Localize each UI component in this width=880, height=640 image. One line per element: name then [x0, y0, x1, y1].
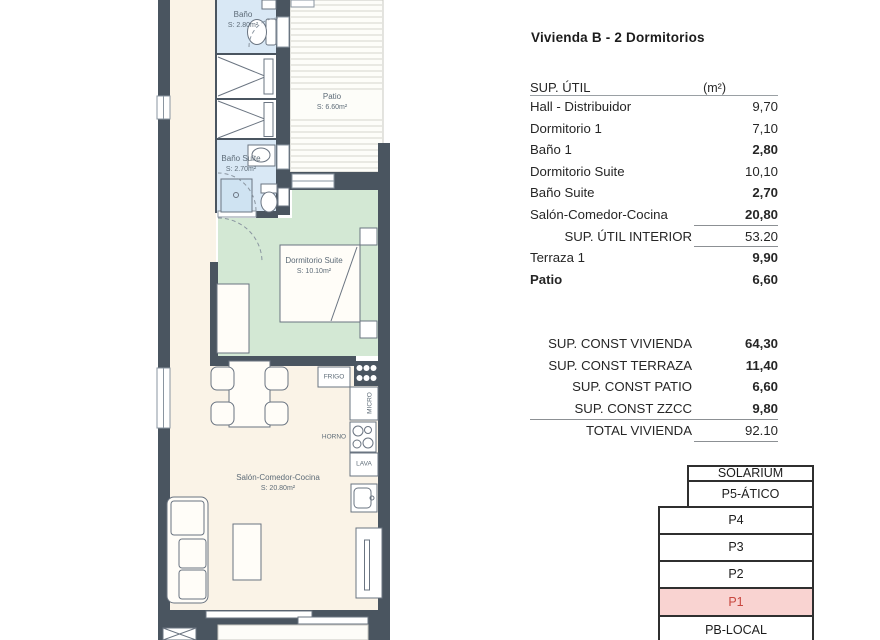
lava-label: LAVA: [356, 460, 372, 468]
table-row: [530, 118, 778, 140]
header-label: SUP. ÚTIL: [530, 80, 591, 95]
room-area: S: 2.70m²: [225, 165, 257, 173]
table-row: [530, 161, 778, 183]
floor-level-p2: P2: [658, 560, 814, 589]
row-value: 9,90: [752, 250, 778, 266]
room-name: Dormitorio Suite: [285, 256, 343, 265]
sup-const-table: [530, 333, 778, 442]
room-name: Patio: [322, 92, 342, 101]
sup-util-rows: [530, 96, 778, 290]
floor-level-p3: P3: [658, 533, 814, 562]
row-label: SUP. ÚTIL INTERIOR: [564, 228, 692, 244]
frigo-label: FRIGO: [323, 373, 345, 381]
table-header: [530, 75, 778, 96]
row-value: 7,10: [752, 120, 778, 136]
floor-stack: [658, 465, 814, 640]
table-row: [530, 139, 778, 161]
table-row: [530, 269, 778, 291]
floor-level-p4: P4: [658, 506, 814, 535]
patio-deck: [290, 0, 383, 172]
row-label: Salón-Comedor-Cocina: [530, 206, 668, 222]
row-label: Terraza 1: [530, 250, 585, 266]
room-name: Baño: [233, 10, 253, 19]
row-label: SUP. CONST TERRAZA: [548, 357, 692, 373]
row-label: Patio: [530, 271, 563, 287]
table-row: [530, 96, 778, 118]
row-label: Hall - Distribuidor: [530, 99, 632, 114]
row-value: 53.20: [694, 226, 778, 248]
room-area: S: 20.80m²: [260, 484, 296, 492]
row-value: 64,30: [744, 336, 778, 351]
row-value: 2,70: [752, 185, 778, 201]
table-row: [530, 355, 778, 377]
table-row: [530, 333, 778, 355]
room-area: S: 10.10m²: [296, 267, 332, 275]
table-row: [530, 204, 778, 226]
row-label: SUP. CONST ZZCC: [574, 400, 692, 416]
room-area: S: 6.60m²: [316, 103, 348, 111]
table-row: [530, 226, 778, 248]
row-label: TOTAL VIVIENDA: [585, 423, 692, 439]
table-row: [530, 182, 778, 204]
row-label: Baño 1: [530, 142, 572, 158]
sup-const-rows: [530, 333, 778, 442]
row-value: 92.10: [694, 420, 778, 442]
room-name: Baño Suite: [221, 154, 261, 163]
page-title: Vivienda B - 2 Dormitorios: [531, 30, 705, 45]
room-name: Salón-Comedor-Cocina: [236, 473, 320, 482]
row-value: 6,60: [752, 379, 778, 395]
row-value: 10,10: [744, 163, 778, 179]
row-label: Dormitorio 1: [530, 120, 602, 136]
wardrobe-closets: [218, 57, 273, 138]
micro-label: MICRO: [366, 392, 374, 414]
table-row: [530, 247, 778, 269]
row-label: Dormitorio Suite: [530, 163, 625, 179]
table-row: [530, 398, 778, 420]
row-value: 2,80: [752, 142, 778, 158]
table-row: [530, 376, 778, 398]
row-label: SUP. CONST PATIO: [572, 379, 692, 395]
floor-level-p1: P1: [658, 587, 814, 617]
floor-level-solarium: SOLARIUM: [687, 465, 814, 482]
horno-label: HORNO: [321, 433, 347, 441]
row-value: 6,60: [752, 271, 778, 287]
row-value: 11,40: [745, 357, 778, 373]
sup-util-table: [530, 75, 778, 290]
row-value: 20,80: [694, 204, 778, 226]
floor-level-pb-local: PB-LOCAL: [658, 615, 814, 640]
row-value: 9,80: [752, 400, 778, 416]
floor-level-p5-ático: P5-ÁTICO: [687, 480, 814, 508]
row-label: Baño Suite: [530, 185, 595, 201]
row-value: 9,70: [752, 99, 778, 114]
table-row: [530, 419, 778, 442]
room-area: S: 2.80m²: [227, 21, 259, 29]
header-unit: (m²): [703, 81, 726, 95]
row-label: SUP. CONST VIVIENDA: [548, 336, 692, 351]
